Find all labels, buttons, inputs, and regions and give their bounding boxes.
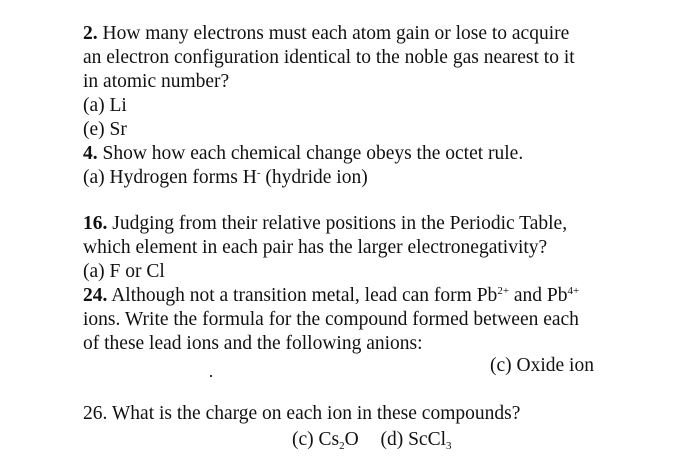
q26-line-1: 26. What is the charge on each ion in these compounds?: [83, 403, 521, 424]
q2-part-a: (a) Li: [83, 95, 127, 116]
q24-sup-1: 2+: [497, 285, 510, 297]
q16-number: 16.: [83, 213, 108, 234]
q24-sup-2: 4+: [567, 285, 580, 297]
q2-part-e: (e) Sr: [83, 119, 127, 140]
q2-line-1: [83, 22, 569, 46]
q16-text-1: Judging from their relative positions in the Periodic Table,: [112, 213, 568, 234]
q26-part-c-sub: 2: [339, 440, 345, 452]
q16-part-a: (a) F or Cl: [83, 261, 165, 282]
q24-line-3: of these lead ions and the following anions:: [83, 333, 423, 354]
q24-number: 24.: [83, 285, 108, 306]
q26-part-d-sub: 3: [446, 440, 452, 452]
q16-line-2: which element in each pair has the larger electronegativity?: [83, 237, 548, 258]
q2-number: 2.: [83, 23, 98, 44]
q2-line-3: in atomic number?: [83, 71, 230, 92]
q26-parts: [292, 428, 452, 452]
q26-part-d-label: (d) ScCl: [380, 429, 447, 450]
q4-part-a-sup: -: [256, 167, 261, 179]
q2-line-2: an electron configuration identical to the noble gas nearest to it: [83, 47, 575, 68]
q26-part-c-label: (c) Cs: [292, 429, 340, 450]
q24-line-1: [83, 284, 579, 308]
q4-number: 4.: [83, 143, 98, 164]
q4-line-1: [83, 142, 523, 166]
q2-text-1: How many electrons must each atom gain or lose to acquire: [102, 23, 570, 44]
q24-line-2: ions. Write the formula for the compound formed between each: [83, 309, 579, 330]
stray-dot: [210, 375, 212, 377]
q24-text-1b: and Pb: [509, 285, 568, 306]
q4-part-a: [83, 166, 368, 190]
q24-text-1a: Although not a transition metal, lead can form Pb: [111, 285, 498, 306]
q24-part-c: (c) Oxide ion: [490, 355, 594, 376]
q4-part-a-tail: (hydride ion): [260, 167, 368, 188]
q26-part-c-tail: O: [344, 429, 359, 450]
q4-part-a-label: (a) Hydrogen forms H: [83, 167, 257, 188]
q16-line-1: [83, 212, 567, 236]
q4-text: Show how each chemical change obeys the octet rule.: [102, 143, 524, 164]
